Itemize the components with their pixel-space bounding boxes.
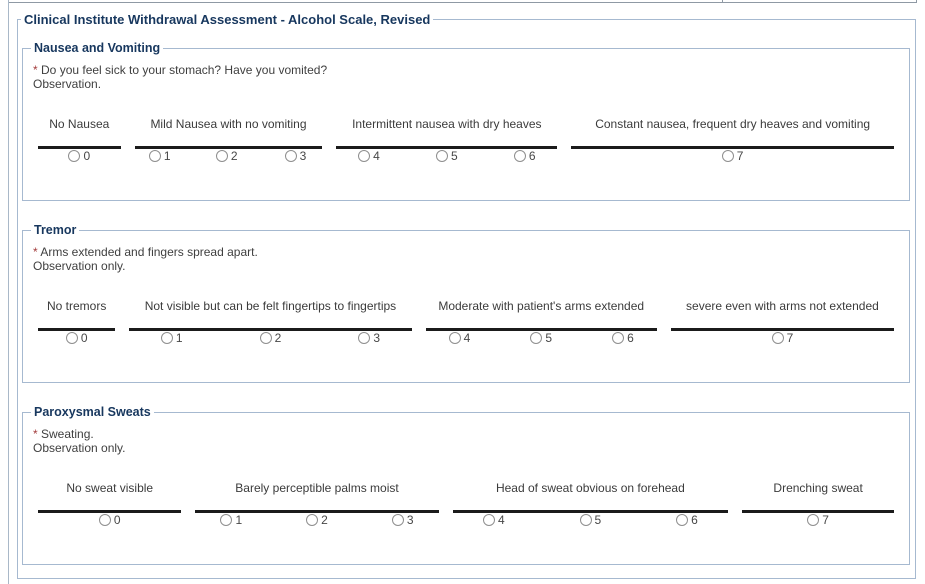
divider-tick	[722, 0, 723, 3]
radio-input-0[interactable]	[99, 514, 111, 526]
radio-input-6[interactable]	[612, 332, 624, 344]
radio-option-4[interactable]	[358, 149, 380, 163]
question-line1: Arms extended and fingers spread apart.	[40, 245, 258, 259]
radio-input-6[interactable]	[676, 514, 688, 526]
scale-header: Constant nausea, frequent dry heaves and vomiting	[571, 117, 894, 149]
radio-value-label: 3	[299, 149, 307, 163]
radio-value-label: 2	[274, 331, 282, 345]
radio-input-3[interactable]	[285, 150, 297, 162]
radio-value-label: 5	[594, 513, 602, 527]
scale-header: Drenching sweat	[742, 481, 894, 513]
radio-value-label: 0	[83, 149, 91, 163]
radio-option-0[interactable]	[68, 149, 90, 163]
section-legend: Tremor	[34, 223, 77, 237]
radio-value-label: 6	[691, 513, 698, 527]
radio-input-2[interactable]	[306, 514, 318, 526]
radio-value-label: 1	[235, 513, 243, 527]
radio-option-7[interactable]	[807, 513, 829, 527]
radio-value-label: 6	[528, 149, 536, 163]
radio-option-1[interactable]	[149, 149, 171, 163]
scale-table	[31, 481, 901, 531]
scale-header: No tremors	[38, 299, 115, 331]
radio-option-7[interactable]	[722, 149, 744, 163]
scale-header: Barely perceptible palms moist	[195, 481, 438, 513]
radio-option-6[interactable]	[612, 331, 634, 345]
scale-header: No Nausea	[38, 117, 121, 149]
radio-value-label: 5	[450, 149, 458, 163]
scale-header: No sweat visible	[38, 481, 181, 513]
section-legend: Paroxysmal Sweats	[34, 405, 151, 419]
radio-option-4[interactable]	[449, 331, 471, 345]
radio-input-7[interactable]	[772, 332, 784, 344]
section-fieldset-nausea-and-vomiting	[22, 41, 910, 201]
radio-option-3[interactable]	[358, 331, 380, 345]
radio-option-5[interactable]	[436, 149, 458, 163]
radio-option-3[interactable]	[392, 513, 414, 527]
radio-value-label: 7	[786, 331, 794, 345]
observation-line: Observation only.	[33, 259, 126, 273]
radio-option-2[interactable]	[306, 513, 328, 527]
required-asterisk: *	[33, 63, 42, 77]
required-asterisk: *	[33, 245, 41, 259]
radio-option-1[interactable]	[161, 331, 183, 345]
radio-input-3[interactable]	[358, 332, 370, 344]
divider-tick	[916, 0, 917, 3]
radio-input-5[interactable]	[436, 150, 448, 162]
radio-value-label: 6	[627, 331, 634, 345]
radio-option-1[interactable]	[220, 513, 242, 527]
radio-option-0[interactable]	[99, 513, 121, 527]
radio-input-0[interactable]	[68, 150, 80, 162]
question-text	[33, 245, 901, 273]
radio-value-label: 4	[373, 149, 380, 163]
radio-input-4[interactable]	[483, 514, 495, 526]
radio-value-label: 2	[230, 149, 238, 163]
radio-value-label: 5	[545, 331, 553, 345]
scale-table	[31, 299, 901, 349]
radio-value-label: 2	[321, 513, 328, 527]
scale-table	[31, 117, 901, 167]
radio-option-0[interactable]	[66, 331, 88, 345]
radio-input-7[interactable]	[807, 514, 819, 526]
radio-option-2[interactable]	[260, 331, 282, 345]
radio-input-6[interactable]	[514, 150, 526, 162]
observation-line: Observation only.	[33, 441, 126, 455]
observation-line: Observation.	[33, 77, 102, 91]
radio-option-4[interactable]	[483, 513, 505, 527]
radio-input-1[interactable]	[220, 514, 232, 526]
scale-header: Head of sweat obvious on forehead	[453, 481, 729, 513]
radio-input-5[interactable]	[530, 332, 542, 344]
question-text	[33, 427, 901, 455]
radio-option-6[interactable]	[676, 513, 698, 527]
question-text	[33, 63, 901, 91]
required-asterisk: *	[33, 427, 42, 441]
radio-value-label: 4	[497, 513, 505, 527]
radio-input-1[interactable]	[161, 332, 173, 344]
radio-value-label: 3	[373, 331, 381, 345]
radio-option-2[interactable]	[216, 149, 238, 163]
radio-input-4[interactable]	[449, 332, 461, 344]
radio-input-4[interactable]	[358, 150, 370, 162]
radio-option-7[interactable]	[772, 331, 794, 345]
form-title: Clinical Institute Withdrawal Assessment - Alcohol Scale, Revised	[24, 12, 431, 27]
ciwa-form-fieldset	[17, 12, 916, 579]
section-legend: Nausea and Vomiting	[34, 41, 161, 55]
radio-option-5[interactable]	[580, 513, 602, 527]
radio-value-label: 7	[822, 513, 829, 527]
section-fieldset-tremor	[22, 223, 910, 383]
radio-value-label: 0	[80, 331, 88, 345]
radio-input-2[interactable]	[260, 332, 272, 344]
page-left-border	[8, 0, 9, 584]
scale-header: Moderate with patient's arms extended	[426, 299, 657, 331]
section-fieldset-paroxysmal-sweats	[22, 405, 910, 565]
scale-header: Mild Nausea with no vomiting	[135, 117, 323, 149]
radio-option-6[interactable]	[514, 149, 536, 163]
radio-input-3[interactable]	[392, 514, 404, 526]
radio-option-5[interactable]	[530, 331, 552, 345]
radio-input-2[interactable]	[216, 150, 228, 162]
radio-option-3[interactable]	[285, 149, 307, 163]
radio-input-1[interactable]	[149, 150, 161, 162]
radio-value-label: 4	[463, 331, 471, 345]
radio-value-label: 1	[163, 149, 171, 163]
question-line1: Do you feel sick to your stomach? Have you vomited?	[41, 63, 328, 77]
previous-section-divider	[9, 2, 917, 3]
scale-header: severe even with arms not extended	[671, 299, 894, 331]
question-line1: Sweating.	[41, 427, 94, 441]
scale-header: Not visible but can be felt fingertips to fingertips	[129, 299, 411, 331]
radio-input-0[interactable]	[66, 332, 78, 344]
radio-input-7[interactable]	[722, 150, 734, 162]
radio-value-label: 3	[406, 513, 414, 527]
radio-value-label: 7	[736, 149, 744, 163]
radio-input-5[interactable]	[580, 514, 592, 526]
radio-value-label: 0	[113, 513, 121, 527]
scale-header: Intermittent nausea with dry heaves	[336, 117, 557, 149]
radio-value-label: 1	[175, 331, 183, 345]
